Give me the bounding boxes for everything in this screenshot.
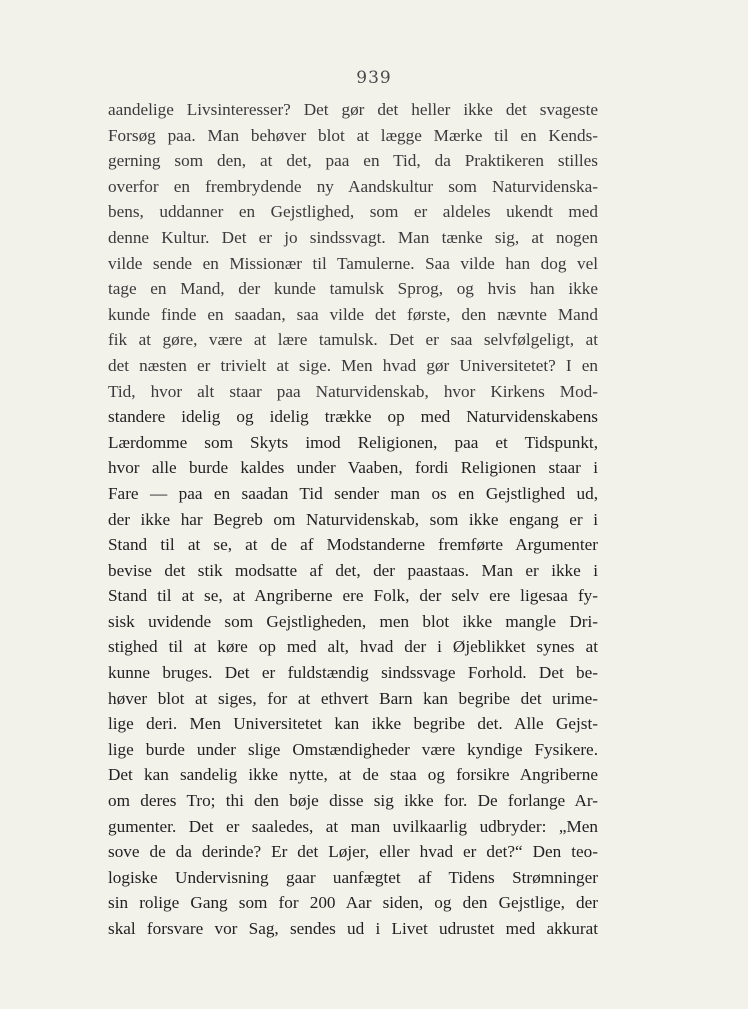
- body-text: [108, 97, 598, 942]
- text-line: vilde sende en Missionær til Tamulerne. Saa vilde han dog vel: [108, 253, 598, 273]
- text-line: lige burde under slige Omstændigheder være kyndige Fysikere.: [108, 739, 598, 759]
- text-line: der ikke har Begreb om Naturvidenskab, som ikke engang er i: [108, 509, 598, 529]
- text-line: Fare — paa en saadan Tid sender man os en Gejstlighed ud,: [108, 483, 598, 503]
- text-line: høver blot at siges, for at ethvert Barn kan begribe det urime-: [108, 688, 598, 708]
- text-line: Forsøg paa. Man behøver blot at lægge Mærke til en Kends-: [108, 125, 598, 145]
- text-line: Stand til at se, at Angriberne ere Folk, der selv ere ligesaa fy-: [108, 586, 598, 606]
- text-line: det næsten er trivielt at sige. Men hvad gør Universitetet? I en: [108, 355, 598, 375]
- text-line: Lærdomme som Skyts imod Religionen, paa et Tidspunkt,: [108, 432, 598, 452]
- text-line: denne Kultur. Det er jo sindssvagt. Man tænke sig, at nogen: [108, 227, 598, 247]
- text-line: Tid, hvor alt staar paa Naturvidenskab, hvor Kirkens Mod-: [108, 381, 598, 401]
- text-line: standere idelig og idelig trække op med Naturvidenskabens: [108, 407, 598, 427]
- text-line: skal forsvare vor Sag, sendes ud i Livet udrustet med akkurat: [108, 919, 598, 938]
- text-line: overfor en frembrydende ny Aandskultur som Naturvidenska-: [108, 176, 598, 196]
- text-line: fik at gøre, være at lære tamulsk. Det er saa selvfølgeligt, at: [108, 330, 598, 350]
- text-line: hvor alle burde kaldes under Vaaben, fordi Religionen staar i: [108, 458, 598, 478]
- text-line: bevise det stik modsatte af det, der paastaas. Man er ikke i: [108, 560, 598, 580]
- text-line: sin rolige Gang som for 200 Aar siden, og den Gejstlige, der: [108, 893, 598, 913]
- text-line: bens, uddanner en Gejstlighed, som er aldeles ukendt med: [108, 202, 598, 222]
- text-line: aandelige Livsinteresser? Det gør det heller ikke det svageste: [108, 100, 598, 119]
- text-line: lige deri. Men Universitetet kan ikke begribe det. Alle Gejst-: [108, 714, 598, 734]
- text-line: kunne bruges. Det er fuldstændig sindssvage Forhold. Det be-: [108, 663, 598, 683]
- text-line: gerning som den, at det, paa en Tid, da Praktikeren stilles: [108, 151, 598, 171]
- text-line: sisk uvidende som Gejstligheden, men blot ikke mangle Dri-: [108, 611, 598, 631]
- text-line: kunde finde en saadan, saa vilde det første, den nævnte Mand: [108, 304, 598, 324]
- text-line: Stand til at se, at de af Modstanderne fremførte Argumenter: [108, 535, 598, 555]
- text-line: om deres Tro; thi den bøje disse sig ikke for. De forlange Ar-: [108, 791, 598, 811]
- text-line: stighed til at køre op med alt, hvad der i Øjeblikket synes at: [108, 637, 598, 657]
- text-line: tage en Mand, der kunde tamulsk Sprog, og hvis han ikke: [108, 279, 598, 299]
- text-line: logiske Undervisning gaar uanfægtet af Tidens Strømninger: [108, 867, 598, 887]
- text-line: Det kan sandelig ikke nytte, at de staa og forsikre Angriberne: [108, 765, 598, 785]
- text-line: gumenter. Det er saaledes, at man uvilkaarlig udbryder: „Men: [108, 816, 598, 836]
- page-number: 939: [356, 68, 392, 88]
- text-line: sove de da derinde? Er det Løjer, eller hvad er det?“ Den teo-: [108, 842, 598, 862]
